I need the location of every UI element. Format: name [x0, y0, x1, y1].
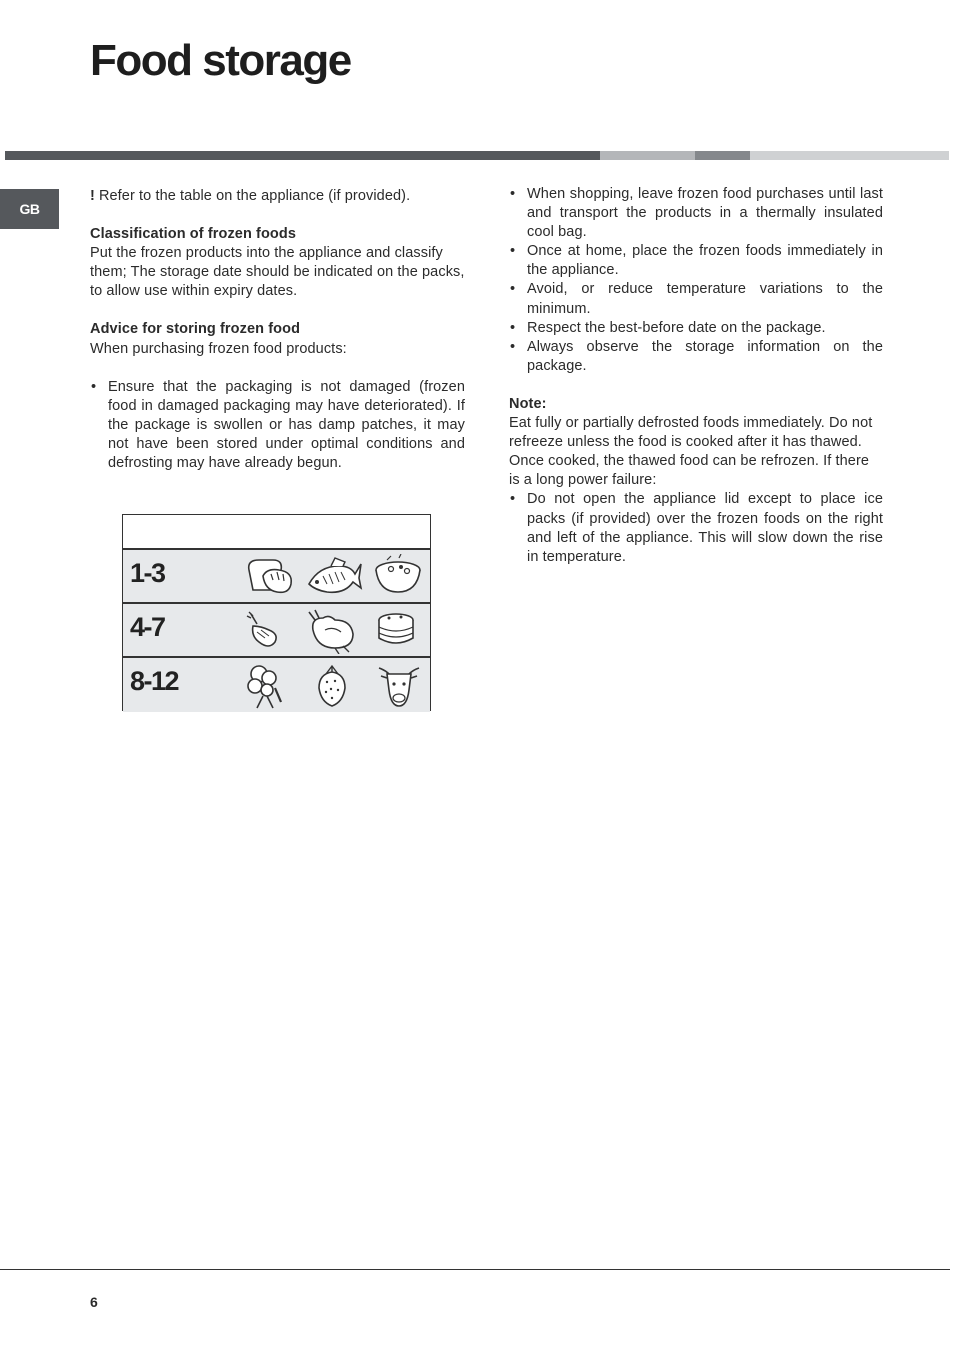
note-heading: Note:	[509, 395, 547, 412]
list-item: • Once at home, place the frozen foods immediately in the appliance.	[509, 242, 883, 280]
poultry-leg-icon	[243, 608, 283, 654]
header-rule-segment	[750, 151, 949, 160]
chicken-icon	[305, 608, 357, 654]
bread-icon	[243, 554, 295, 598]
classification-text: Put the frozen products into the appliance and classify them; The storage date should be indicated on the packs, to allow use within expiry dates.	[90, 245, 465, 300]
warning-mark: !	[90, 188, 95, 204]
right-column	[509, 185, 883, 567]
page-number: 6	[90, 1294, 98, 1310]
classification-heading: Classification of frozen foods	[90, 226, 297, 243]
advice-list	[90, 378, 465, 473]
table-row	[123, 604, 430, 658]
page-title: Food storage	[90, 36, 351, 85]
cow-icon	[377, 662, 421, 710]
list-item: • Do not open the appliance lid except to place ice packs (if provided) over the frozen foods on the right and left of the appliance. This will slow down the rise in temperature.	[509, 490, 883, 566]
language-tab: GB	[0, 189, 59, 229]
shopping-advice-list	[509, 185, 883, 376]
list-item: • Respect the best-before date on the package.	[509, 319, 883, 338]
vegetables-icon	[243, 662, 285, 710]
table-row	[123, 658, 430, 712]
header-rule-segment	[600, 151, 695, 160]
advice-intro: When purchasing frozen food products:	[90, 340, 347, 357]
months-label: 4-7	[130, 612, 165, 642]
soup-bowl-icon	[373, 554, 423, 598]
header-rule-segment	[695, 151, 750, 160]
fish-icon	[305, 554, 363, 598]
list-item: • Ensure that the packaging is not damaged (frozen food in damaged packaging may have deteriorated). If the package is swollen or has damp patches, it may not have been stored under optimal conditions and defrosting may have already begun.	[90, 378, 465, 473]
cake-icon	[375, 608, 417, 654]
footer-rule	[0, 1269, 950, 1270]
list-item: • Always observe the storage information on the package.	[509, 338, 883, 376]
left-column	[90, 187, 465, 473]
note-text: Eat fully or partially defrosted foods immediately. Do not refreeze unless the food is cooked after it has thawed. Once cooked, the thawed food can be refrozen. If there is a long power failure:	[509, 415, 873, 489]
note-text: Refer to the table on the appliance (if provided).	[98, 188, 411, 204]
storage-duration-table	[122, 514, 431, 711]
table-reference-note	[90, 187, 465, 206]
list-item: • Avoid, or reduce temperature variations to the minimum.	[509, 280, 883, 318]
months-label: 8-12	[130, 666, 179, 696]
months-label: 1-3	[130, 558, 165, 588]
note-list	[509, 490, 883, 566]
table-header	[123, 515, 430, 550]
header-rule	[5, 151, 600, 160]
strawberry-icon	[315, 662, 349, 710]
advice-heading: Advice for storing frozen food	[90, 321, 301, 338]
list-item: • When shopping, leave frozen food purchases until last and transport the products in a thermally insulated cool bag.	[509, 185, 883, 242]
table-row	[123, 550, 430, 604]
